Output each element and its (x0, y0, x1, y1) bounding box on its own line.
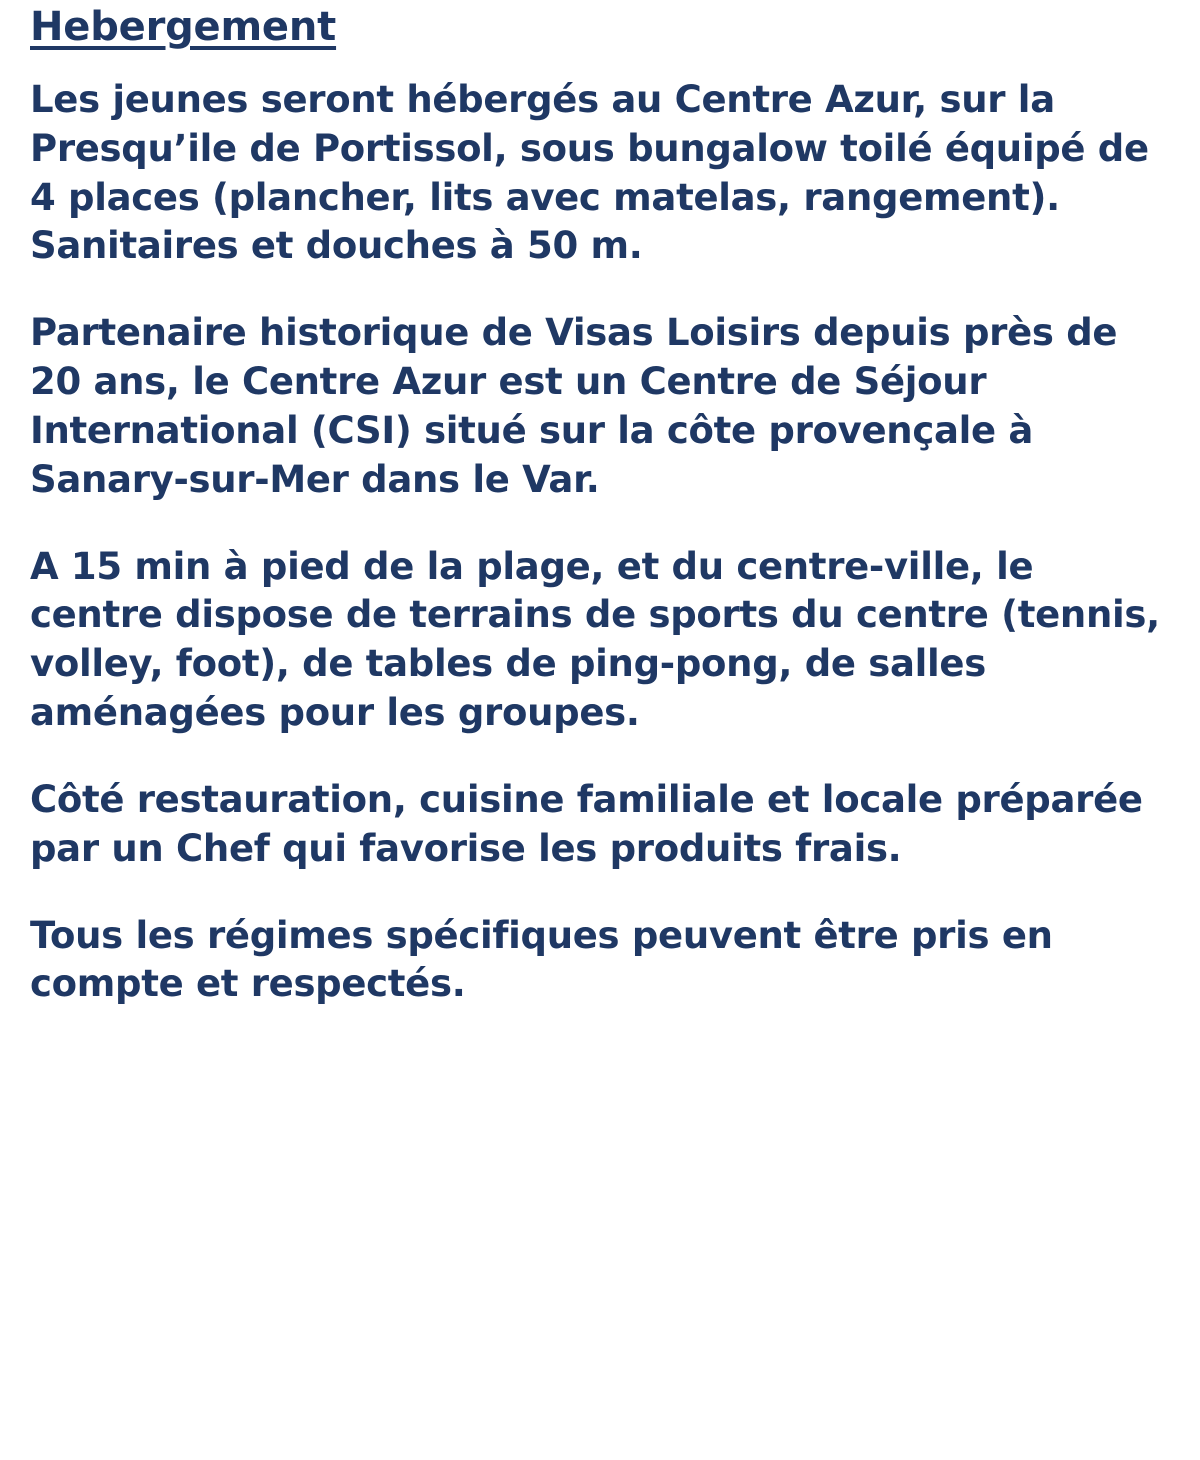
paragraph-hebergement-bungalow: Les jeunes seront hébergés au Centre Azur, sur la Presqu’ile de Portissol, sous bungalow toilé équipé de 4 places (plancher, lits avec matelas, rangement). Sanitaires et douches à 50 m. (30, 78, 1149, 268)
paragraph-situation-equipements: A 15 min à pied de la plage, et du centre-ville, le centre dispose de terrains de sports du centre (tennis, volley, foot), de tables de ping-pong, de salles aménagées pour les groupes. (30, 544, 1160, 735)
paragraph-restauration: Côté restauration, cuisine familiale et locale préparée par un Chef qui favorise les produits frais. (30, 777, 1143, 870)
paragraph-regimes-specifiques: Tous les régimes spécifiques peuvent être pris en compte et respectés. (30, 913, 1053, 1006)
page-title: Hebergement (30, 4, 337, 50)
paragraph-partenaire-historique: Partenaire historique de Visas Loisirs depuis près de 20 ans, le Centre Azur est un Centre de Séjour International (CSI) situé sur la côte provençale à Sanary-sur-Mer dans le Var. (30, 311, 1118, 501)
